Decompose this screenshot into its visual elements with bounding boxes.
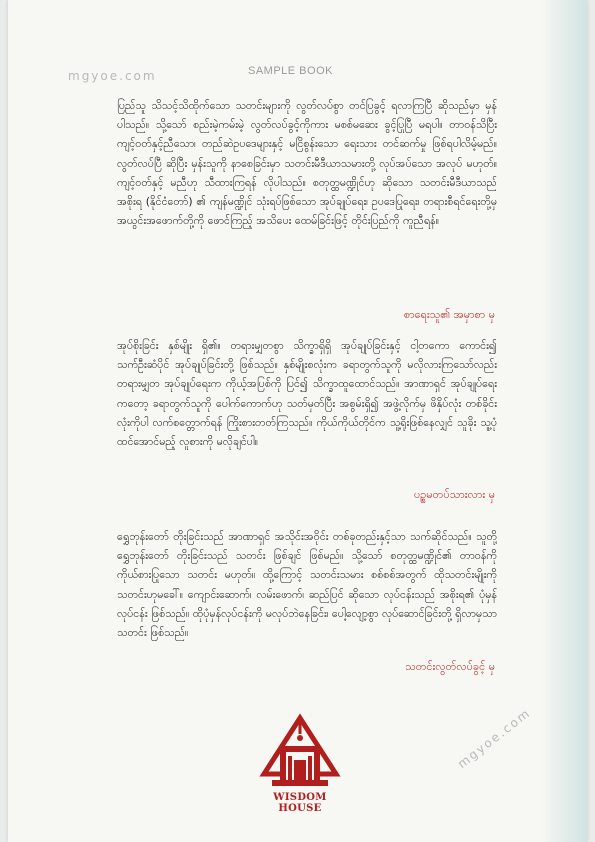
- page-edge-shade: [541, 0, 587, 842]
- excerpt-attribution-2: ပဥ္စမတပ်သားလား မှ: [413, 488, 495, 501]
- excerpt-paragraph-3: ရွှေဘုန်းတော် တိုးခြင်းသည် အာဏာရှင် အသိုင်းအဝိုင်း တစ်ခုတည်းနှင့်သာ သက်ဆိုင်သည်။ သူတို့ ရွှေဘုန်းတော် တိုးခြင်းသည် သတင်း ဖြစ်ချင် ဖြစ်မည်။ သို့သော် စတုတ္ထမဏ္ဍိုင်၏ တာဝန်ကို ကိုယ်စားပြုသော သတင်း မဟုတ်။ ထို့ကြောင့် သတင်းသမား စစ်စစ်အတွက် ထိုသတင်းမျိုးကို သတင်းဟုမခေါ်။ ကျောင်းဆောက်၊ လမ်းဖောက်၊ ဆည်ပြင် ဆိုသော လုပ်ငန်းသည် အစိုးရ၏ ပုံမှန်လုပ်ငန်း ဖြစ်သည်။ ထိုပုံမှန်လုပ်ငန်းကို မလုပ်ဘဲနေခြင်း၊ ပေါ့လျော့စွာ လုပ်ဆောင်ခြင်းတို့ ရှိလာမှသာ သတင်း ဖြစ်သည်။: [117, 530, 497, 640]
- excerpt-attribution-1: စာရေးသူ၏ အမှာစာ မှ: [403, 308, 495, 321]
- excerpt-attribution-3: သတင်းလွတ်လပ်ခွင့် မှ: [405, 660, 495, 673]
- watermark-diagonal: mgyoe.com: [455, 705, 534, 772]
- publisher-logo-icon: [250, 712, 350, 792]
- sample-book-label: SAMPLE BOOK: [248, 65, 333, 77]
- excerpt-paragraph-1: ပြည်သူ သိသင့်သိထိုက်သော သတင်းများကို လွတ်လပ်စွာ တင်ပြခွင့် ရလာကြပြီ ဆိုသည်မှာ မှန်ပါသည်။ သို့သော် စည်းမဲ့ကမ်းမဲ့ လွတ်လပ်ခွင့်ကိုကား မစစ်မဆေး ခွင့်ပြုပြီ မရပါ။ တာဝန်သိပြီး ကျင့်ဝတ်နှင့်ညီသော၊ တည်ဆဲဥပဒေများနှင့် မငြိစွန်းသော ရေးသား တင်ဆက်မှု ဖြစ်ရပါလိမ့်မည်။ လွတ်လပ်ပြီ ဆိုပြီး မှန်းသူကို နာစေခြင်းမှာ သတင်းမီဒီယာသမားတို့ လုပ်အပ်သော အလုပ် မဟုတ်။ ကျင့်ဝတ်နှင့် မညီဟု သီထားကြရန် လိုပါသည်။ စတုတ္ထမဏ္ဍိုင်ဟု ဆိုသော သတင်းမီဒီယာသည် အစိုးရ (နိုင်ငံတော်) ၏ ကျန်မဏ္ဍိုင် သုံးရပ်ဖြစ်သော အုပ်ချုပ်ရေး၊ ဥပဒေပြုရေး၊ တရားစီရင်ရေးတို့မှ အယွင်းအဖောက်တို့ကို ဖောင်ကြည့် အသိပေး ထေမ်ခြင်းဖြင့် တိုင်းပြည်ကို ကူညီရန်။: [117, 99, 497, 228]
- publisher-name: WISDOM HOUSE: [273, 792, 327, 814]
- watermark-top: mgyoe.com: [68, 69, 157, 83]
- excerpt-paragraph-2: အုပ်စိုးခြင်း နှစ်မျိုး ရှိ၏။ တရားမျှတစွာ သိက္ခာရှိရှိ အုပ်ချုပ်ခြင်းနှင့် ငါ့တကော ကောင်း၍ သက်ဦးဆံပိုင် အုပ်ချုပ်ခြင်းတို့ ဖြစ်သည်။ နှစ်မျိုးစလုံးက ခရာတွက်သူကို မလိုလားကြသော်လည်း တရားမျှတ အုပ်ချုပ်ရေးက ကိုယ့်အပြစ်ကို ပြင်၍ သိက္ခာထူထောင်သည်။ အာဏာရှင် အုပ်ချုပ်ရေးကတော့ ခရာတွက်သူကို ပေါက်ကောက်ဟု သတ်မှတ်ပြီး အစွမ်းရှိ၍ အဖွဲ့လိုက်မှ ဖိနှိပ်လုံး တစ်ခိုင်းလုံးကိုပါ လက်စတ္တောက်ရန် ကြိုးစားတတ်ကြသည်။ ကိုယ်ကိုယ်တိုင်က သူ့ရိုးဖြစ်နေလျှင် သူခိုး သူ့ပုံ ထင်အောင်မည့် လူစားကို မလိုချင်ပါ။: [117, 339, 497, 449]
